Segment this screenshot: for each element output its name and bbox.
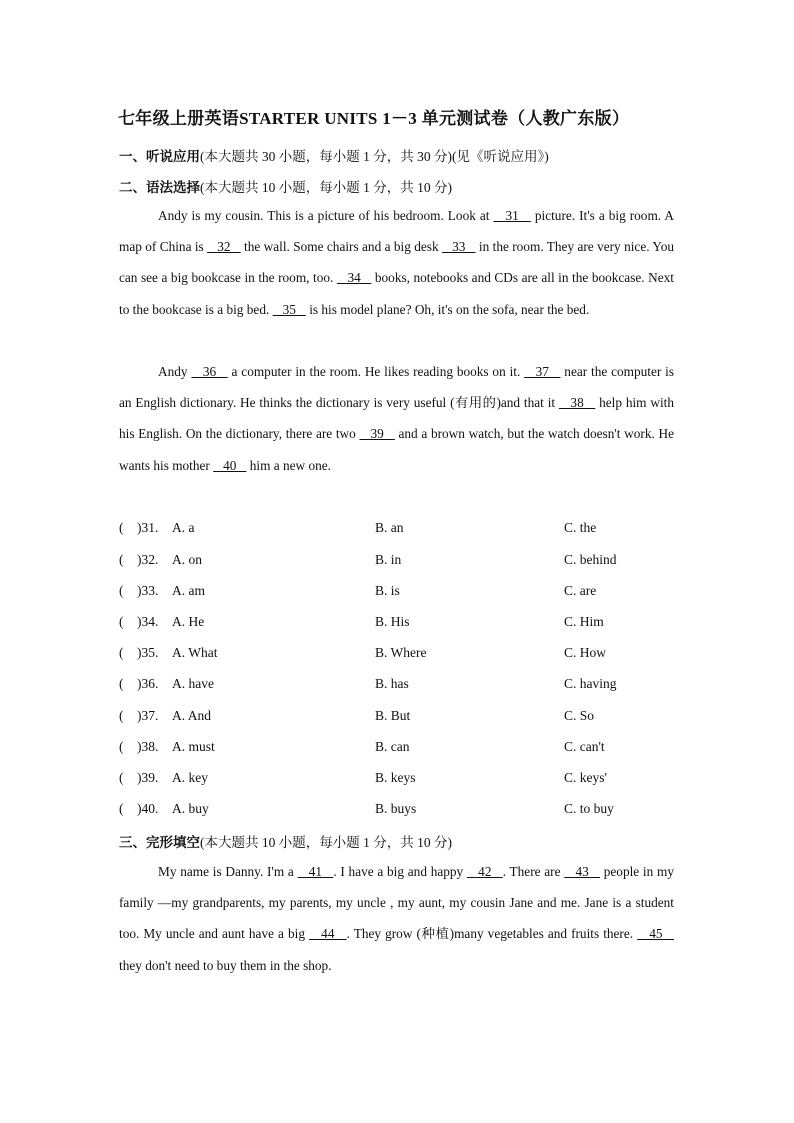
passage-3-paragraph-1	[119, 856, 674, 981]
option-c: C. keys'	[564, 770, 607, 785]
option-b: B. His	[375, 614, 410, 629]
blank-31: 31	[493, 208, 531, 223]
question-number: ( )34.	[119, 614, 159, 629]
blank-42: 42	[466, 864, 503, 879]
blank-35: 35	[272, 301, 306, 317]
option-a: A. key	[172, 770, 208, 785]
section-1-note: (见《听说应用》)	[452, 149, 549, 164]
question-38	[119, 739, 679, 759]
question-number: ( )37.	[119, 708, 159, 723]
option-b: B. But	[375, 708, 411, 723]
blank-39: 39	[359, 426, 395, 442]
section-1-label: 一、听说应用	[119, 149, 200, 164]
option-a: A. a	[172, 520, 195, 535]
section-1-detail: (本大题共 30 小题，每小题 1 分，共 30 分)	[200, 149, 452, 164]
passage-text: . They grow (种植)many vegetables and fruits there.	[346, 926, 638, 942]
option-b: B. keys	[375, 770, 416, 785]
option-c: C. So	[564, 708, 595, 723]
question-35	[119, 645, 679, 665]
question-37	[119, 708, 679, 728]
option-a: A. buy	[172, 801, 209, 816]
option-a: A. on	[172, 552, 202, 567]
blank-36: 36	[191, 364, 228, 379]
passage-text: My name is Danny. I'm a	[158, 864, 298, 879]
passage-text: books, notebooks and CDs are all in the bookcase. Next to the bookcase is a big bed.	[119, 270, 674, 317]
passage-text: . I have a big and happy	[333, 864, 467, 879]
option-c: C. having	[564, 676, 617, 691]
question-34	[119, 614, 679, 634]
blank-37: 37	[524, 364, 561, 379]
option-b: B. an	[375, 520, 404, 535]
blank-40: 40	[213, 457, 247, 473]
passage-text: picture. It's a big room. A map of China is	[119, 208, 674, 255]
option-c: C. How	[564, 645, 607, 660]
option-c: C. can't	[564, 739, 605, 754]
question-number: ( )31.	[119, 520, 159, 535]
option-a: A. He	[172, 614, 205, 629]
passage-2-paragraph-2	[119, 356, 674, 481]
passage-text: a computer in the room. He likes reading books on it.	[227, 364, 525, 379]
section-2-detail: (本大题共 10 小题，每小题 1 分，共 10 分)	[200, 180, 452, 195]
question-32	[119, 552, 679, 572]
blank-34: 34	[336, 270, 372, 286]
passage-text: . There are	[502, 864, 565, 879]
page-title: 七年级上册英语STARTER UNITS 1－3 单元测试卷（人教广东版）	[118, 109, 630, 128]
section-2-heading	[119, 176, 452, 196]
blank-44: 44	[309, 926, 347, 942]
question-40	[119, 801, 679, 821]
passage-text: the wall. Some chairs and a big desk	[240, 239, 442, 255]
question-number: ( )38.	[119, 739, 159, 754]
option-c: C. the	[564, 520, 597, 535]
option-b: B. in	[375, 552, 402, 567]
question-number: ( )35.	[119, 645, 159, 660]
question-number: ( )32.	[119, 552, 159, 567]
section-2-label: 二、语法选择	[119, 180, 200, 195]
passage-text: in the room. They are very nice. You can see a big bookcase in the room, too.	[119, 239, 675, 286]
option-a: A. And	[172, 708, 212, 723]
question-number: ( )39.	[119, 770, 159, 785]
passage-text: people in my family —my grandparents, my parents, my uncle , my aunt, my cousin Jane and me. Jane is a student too. My uncle and aunt have a big	[119, 864, 675, 942]
passage-text: they don't need to buy them in the shop.	[119, 957, 332, 973]
passage-text: Andy	[158, 364, 192, 379]
option-a: A. have	[172, 676, 214, 691]
blank-32: 32	[207, 239, 241, 255]
option-b: B. Where	[375, 645, 427, 660]
passage-text: and a brown watch, but the watch doesn't work. He wants his mother	[119, 426, 674, 473]
option-a: A. must	[172, 739, 215, 754]
passage-text: near the computer is an English dictionary. He thinks the dictionary is very useful (有用的)and that it	[119, 364, 675, 411]
blank-38: 38	[558, 395, 596, 411]
question-number: ( )36.	[119, 676, 159, 691]
question-39	[119, 770, 679, 790]
passage-2-paragraph-1	[119, 200, 674, 325]
option-b: B. is	[375, 583, 400, 598]
question-number: ( )40.	[119, 801, 159, 816]
option-a: A. am	[172, 583, 205, 598]
option-c: C. Him	[564, 614, 604, 629]
question-31	[119, 520, 679, 540]
section-1-heading	[119, 145, 549, 165]
passage-text: him a new one.	[246, 457, 331, 473]
passage-text: Andy is my cousin. This is a picture of his bedroom. Look at	[158, 208, 494, 223]
question-33	[119, 583, 679, 603]
option-c: C. behind	[564, 552, 617, 567]
passage-text: help him with his English. On the dictionary, there are two	[119, 395, 674, 442]
blank-43: 43	[564, 864, 600, 879]
blank-41: 41	[297, 864, 334, 879]
question-36	[119, 676, 679, 696]
passage-text: is his model plane? Oh, it's on the sofa, near the bed.	[305, 301, 590, 317]
blank-33: 33	[442, 239, 476, 255]
option-b: B. buys	[375, 801, 417, 816]
option-c: C. to buy	[564, 801, 614, 816]
question-number: ( )33.	[119, 583, 159, 598]
section-3-label: 三、完形填空	[119, 835, 200, 850]
section-3-detail: (本大题共 10 小题，每小题 1 分，共 10 分)	[200, 835, 452, 850]
option-b: B. has	[375, 676, 409, 691]
option-b: B. can	[375, 739, 410, 754]
section-3-heading	[119, 831, 452, 851]
option-a: A. What	[172, 645, 218, 660]
blank-45: 45	[637, 926, 674, 942]
option-c: C. are	[564, 583, 597, 598]
